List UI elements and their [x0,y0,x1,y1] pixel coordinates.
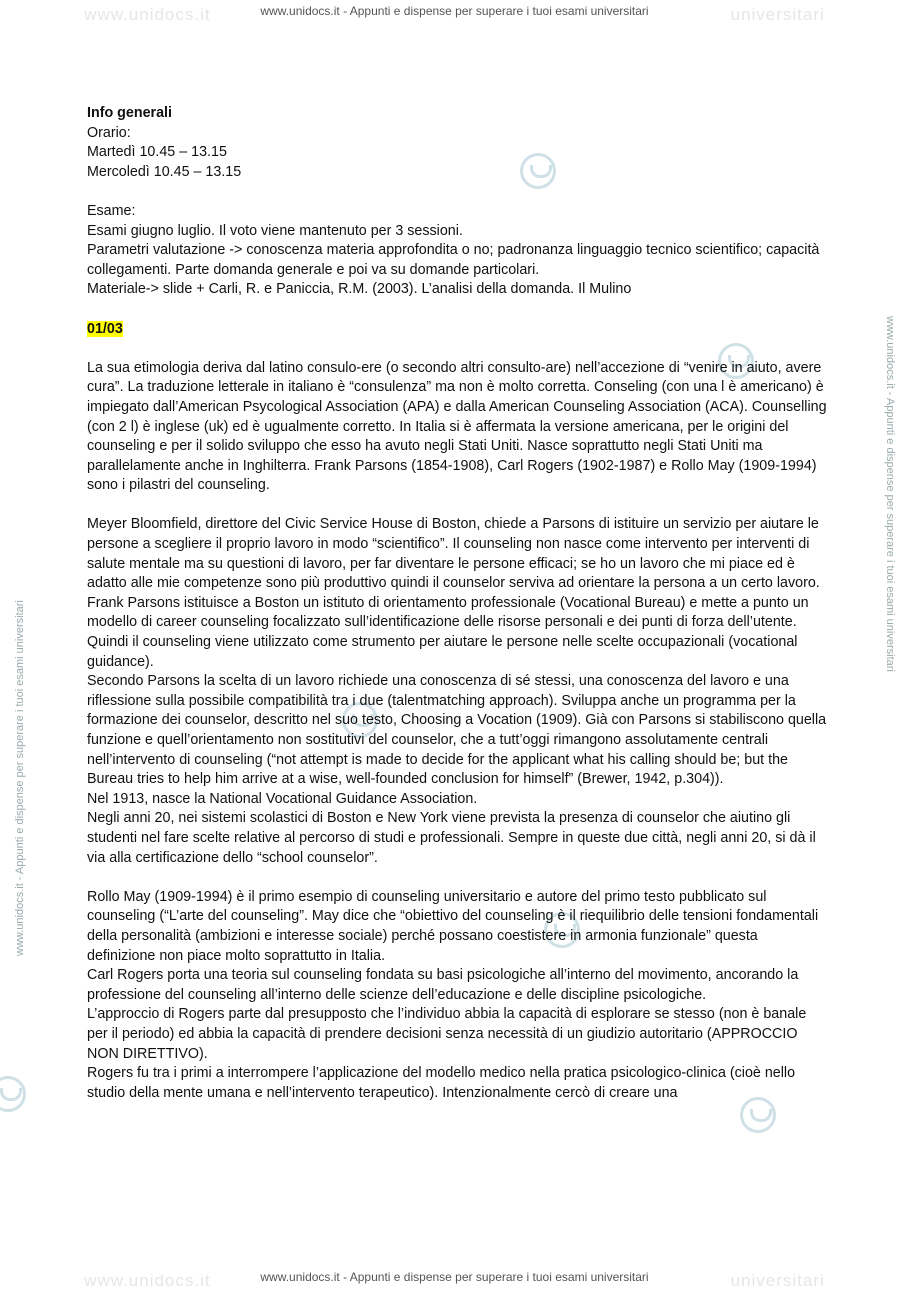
side-watermark-right: www.unidocs.it - Appunti e dispense per superare i tuoi esami universitari [884,316,896,672]
banner-text[interactable]: www.unidocs.it - Appunti e dispense per superare i tuoi esami universitari [260,4,649,18]
paragraph-school-counselor: Negli anni 20, nei sistemi scolastici di Boston e New York viene prevista la presenza di counselor che aiutino gli studenti nel fare scelte relative al percorso di studi e professionali. Sempre in queste due città, negli anni 20, si dà il via alla certificazione dello “school counselor”. [87,810,816,866]
side-watermark-left: www.unidocs.it - Appunti e dispense per superare i tuoi esami universitari [14,600,26,956]
paragraph-rogers-medical-model: Rogers fu tra i primi a interrompere l’applicazione del modello medico nella pratica psicologico-clinica (cioè nello studio della mente umana e nell’intervento terapeutico). Intenzionalmente cercò di creare una [87,1065,796,1101]
paragraph-bloomfield: Meyer Bloomfield, direttore del Civic Service House di Boston, chiede a Parsons di istituire un servizio per aiutare le persone a scegliere il proprio lavoro in modo “scientifico”. Il counseling non nasce come intervento per interventi di salute mentale ma su questioni di lavoro, per far diventare le persone efficaci; se ho un lavoro che mi piace ed è adatto alle mie competenze sono più produttivo quindi il counselor serviva ad orientare la persona a un certo lavoro. [87,516,820,592]
paragraph-rollo-may: Rollo May (1909-1994) è il primo esempio di counseling universitario e autore del primo testo pubblicato sul counseling (“L’arte del counseling”. May dice che “obiettivo del counseling è il riequilibrio delle tensioni fondamentali della personalità (ambizioni e interesse sociale) perché possano coestistere in armonia funzionale” questa definizione non piace molto soprattutto in Italia. [87,888,819,964]
orario-label: Orario: [87,124,131,141]
watermark-site-text: www.unidocs.it universitari [84,5,825,24]
footer-banner [0,1270,909,1290]
esame-line: Materiale-> slide + Carli, R. e Paniccia, R.M. (2003). L’analisi della domanda. Il Mulino [87,281,632,298]
paragraph-vocational-bureau: Frank Parsons istituisce a Boston un istituto di orientamento professionale (Vocational Bureau) e mette a punto un modello di career counseling focalizzato sull’identificazione delle risorse personali e dei punti di forza dell’utente. Quindi il counseling viene utilizzato come strumento per aiutare le persone nelle scelte occupazionali (vocational guidance). [87,594,809,670]
watermark-site-text: www.unidocs.it universitari [84,1271,825,1290]
esame-line: Esami giugno luglio. Il voto viene mantenuto per 3 sessioni. [87,222,463,239]
paragraph-etymology: La sua etimologia deriva dal latino consulo-ere (o secondo altri consulto-are) nell’accezione di “venire in aiuto, avere cura”. La traduzione letterale in italiano è “consulenza” ma non è molto corretta. Conseling (con una l è americano) è impiegato dall’American Psycological Association (APA) e dalla American Counseling Association (ACA). Counselling (con 2 l) è inglese (uk) ed è ugualmente corretto. In Italia si è affermata la versione americana, per le origini del counseling e per il solido sviluppo che esso ha avuto negli Stati Uniti. Nasce soprattutto negli Stati Uniti ma parallelamente anche in Inghilterra. Frank Parsons (1854-1908), Carl Rogers (1902-1987) e Rollo May (1909-1994) sono i pilastri del counseling. [87,359,827,494]
header-banner [0,4,909,24]
date-heading [87,320,827,340]
paragraph-rogers-approach: L’approccio di Rogers parte dal presupposto che l’individuo abbia la capacità di esplorare se stesso (non è banale per il periodo) ed abbia la capacità di prendere decisioni senza necessità di un giudizio autoritario (APPROCCIO NON DIRETTIVO). [87,1006,807,1062]
paragraph-parsons-choice: Secondo Parsons la scelta di un lavoro richiede una conoscenza di sé stessi, una conoscenza del lavoro e una riflessione sulla possibile compatibilità tra i due (talentmatching approach). Sviluppa anche un programma per la formazione dei counselor, descritto nel suo testo, Choosing a Vocation (1909). Già con Parsons si stabiliscono quella funzione e quell’orientamento non sostitutivi del counselor, che a tutt’oggi rimangono assolutamente centrali nell’intervento di counseling (“not attempt is made to decide for the applicant what his calling should be; but the Bureau tries to help him arrive at a wise, well-founded conclusion for himself” (Brewer, 1942, p.304)). [87,673,827,788]
document-body [87,104,827,1103]
paragraph-nvga: Nel 1913, nasce la National Vocational Guidance Association. [87,790,478,807]
orario-line-tuesday: Martedì 10.45 – 13.15 [87,144,227,161]
esame-line: Parametri valutazione -> conoscenza materia approfondita o no; padronanza linguaggio tecnico scientifico; capacità collegamenti. Parte domanda generale e poi va su domande particolari. [87,242,820,278]
banner-text[interactable]: www.unidocs.it - Appunti e dispense per superare i tuoi esami universitari [260,1270,649,1284]
watermark-logo-icon [0,1076,26,1112]
paragraph-carl-rogers: Carl Rogers porta una teoria sul counseling fondata su basi psicologiche all’interno del movimento, ancorando la professione del counseling all’interno delle scienze dell’educazione e delle discipline psicologiche. [87,967,799,1003]
section-heading-info: Info generali [87,105,172,121]
esame-label: Esame: [87,202,136,219]
date-label: 01/03 [87,320,123,337]
orario-line-wednesday: Mercoledì 10.45 – 13.15 [87,163,242,180]
